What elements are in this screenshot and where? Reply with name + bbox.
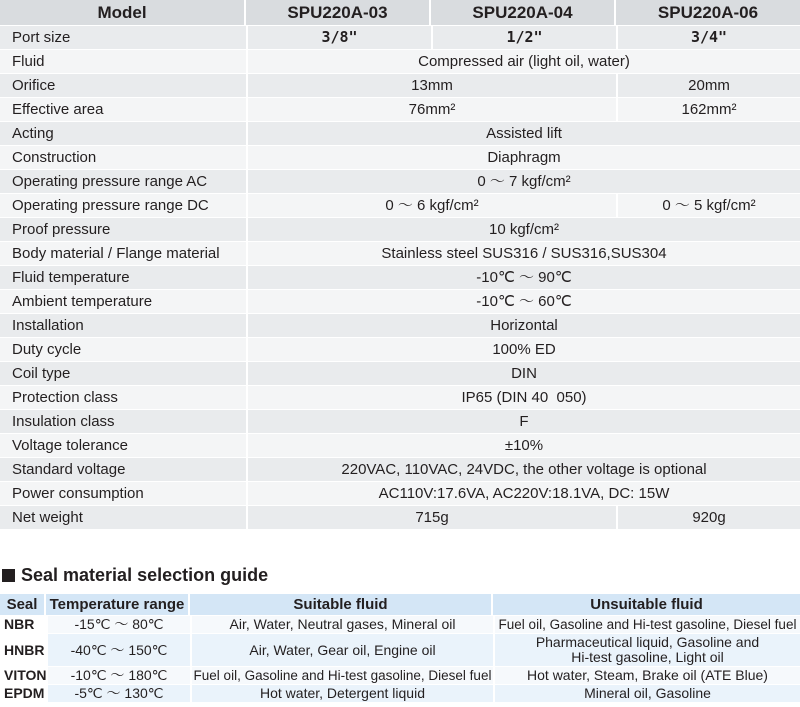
spec-value: 10 kgf/cm² (246, 218, 800, 242)
spec-value: Compressed air (light oil, water) (246, 50, 800, 74)
spec-row-net-weight (0, 506, 800, 530)
spec-row-pressure-ac (0, 170, 800, 194)
seal-row-hnbr (0, 634, 800, 667)
seal-temp: -10℃ ～ 180℃ (46, 667, 190, 685)
spec-value: 20mm (616, 74, 800, 98)
model-03-header: SPU220A-03 (246, 0, 431, 26)
seal-guide-title-text: Seal material selection guide (21, 565, 269, 585)
spec-value: ±10% (246, 434, 800, 458)
spec-label: Operating pressure range AC (0, 170, 246, 194)
spec-label: Power consumption (0, 482, 246, 506)
seal-row-viton (0, 667, 800, 685)
seal-header-row (0, 594, 800, 616)
spec-row-effective-area (0, 98, 800, 122)
spec-value: 0 ～ 6 kgf/cm² (246, 194, 616, 218)
seal-suitable: Hot water, Detergent liquid (190, 685, 493, 703)
spec-value: 76mm² (246, 98, 616, 122)
spec-row-construction (0, 146, 800, 170)
spec-value: -10℃ ～ 90℃ (246, 266, 800, 290)
spec-row-insulation-class (0, 410, 800, 434)
spec-value: F (246, 410, 800, 434)
spec-row-proof-pressure (0, 218, 800, 242)
spec-label: Orifice (0, 74, 246, 98)
seal-row-nbr (0, 616, 800, 634)
seal-temp: -5℃ ～ 130℃ (46, 685, 190, 703)
spec-label: Port size (0, 26, 246, 50)
seal-unsuitable: Mineral oil, Gasoline (493, 685, 800, 703)
spec-row-power-consumption (0, 482, 800, 506)
seal-suitable: Air, Water, Gear oil, Engine oil (190, 634, 493, 667)
port-size-04: 1/2" (431, 26, 616, 50)
model-06-header: SPU220A-06 (616, 0, 800, 26)
spec-value: 0 ～ 5 kgf/cm² (616, 194, 800, 218)
unsuitable-fluid-header: Unsuitable fluid (493, 594, 800, 616)
port-size-03: 3/8" (246, 26, 431, 50)
spec-value: Assisted lift (246, 122, 800, 146)
spec-label: Acting (0, 122, 246, 146)
seal-name: NBR (0, 616, 46, 634)
spec-row-pressure-dc (0, 194, 800, 218)
spec-row-duty-cycle (0, 338, 800, 362)
seal-row-epdm (0, 685, 800, 703)
spec-label: Net weight (0, 506, 246, 530)
spec-value: IP65 (DIN 40 050) (246, 386, 800, 410)
seal-suitable: Air, Water, Neutral gases, Mineral oil (190, 616, 493, 634)
model-header: Model (0, 0, 246, 26)
spec-row-fluid-temperature (0, 266, 800, 290)
spec-row-orifice (0, 74, 800, 98)
seal-suitable: Fuel oil, Gasoline and Hi-test gasoline, Diesel fuel (190, 667, 493, 685)
seal-unsuitable: Fuel oil, Gasoline and Hi-test gasoline, Diesel fuel (493, 616, 800, 634)
spec-label: Installation (0, 314, 246, 338)
square-bullet-icon (2, 569, 15, 582)
spec-label: Ambient temperature (0, 290, 246, 314)
spec-label: Duty cycle (0, 338, 246, 362)
suitable-fluid-header: Suitable fluid (190, 594, 493, 616)
spec-label: Proof pressure (0, 218, 246, 242)
spec-label: Fluid temperature (0, 266, 246, 290)
seal-temp: -15℃ ～ 80℃ (46, 616, 190, 634)
spec-row-standard-voltage (0, 458, 800, 482)
spec-label: Voltage tolerance (0, 434, 246, 458)
spec-label: Operating pressure range DC (0, 194, 246, 218)
spec-label: Standard voltage (0, 458, 246, 482)
seal-unsuitable: Pharmaceutical liquid, Gasoline and Hi-test gasoline, Light oil (493, 634, 800, 667)
spec-value: 920g (616, 506, 800, 530)
model-04-header: SPU220A-04 (431, 0, 616, 26)
seal-material-table (0, 594, 800, 703)
spec-row-ambient-temperature (0, 290, 800, 314)
spec-value: Horizontal (246, 314, 800, 338)
spec-row-installation (0, 314, 800, 338)
spec-value: 715g (246, 506, 616, 530)
spec-value: 100% ED (246, 338, 800, 362)
spec-label: Protection class (0, 386, 246, 410)
temperature-range-header: Temperature range (46, 594, 190, 616)
spec-label: Fluid (0, 50, 246, 74)
spec-row-voltage-tolerance (0, 434, 800, 458)
seal-header: Seal (0, 594, 46, 616)
spec-label: Insulation class (0, 410, 246, 434)
spec-label: Coil type (0, 362, 246, 386)
spec-label: Body material / Flange material (0, 242, 246, 266)
spec-label: Construction (0, 146, 246, 170)
seal-guide-title (2, 563, 268, 587)
spec-value: 162mm² (616, 98, 800, 122)
spec-value: Stainless steel SUS316 / SUS316,SUS304 (246, 242, 800, 266)
spec-row-protection-class (0, 386, 800, 410)
spec-label: Effective area (0, 98, 246, 122)
spec-header-row (0, 0, 800, 26)
port-size-06: 3/4" (616, 26, 800, 50)
spec-value: Diaphragm (246, 146, 800, 170)
spec-row-body-material (0, 242, 800, 266)
seal-name: HNBR (0, 634, 46, 667)
spec-row-port-size (0, 26, 800, 50)
spec-row-acting (0, 122, 800, 146)
spec-value: DIN (246, 362, 800, 386)
seal-name: EPDM (0, 685, 46, 703)
spec-value: 0 ～ 7 kgf/cm² (246, 170, 800, 194)
spec-value: 220VAC, 110VAC, 24VDC, the other voltage is optional (246, 458, 800, 482)
spec-value: -10℃ ～ 60℃ (246, 290, 800, 314)
seal-unsuitable: Hot water, Steam, Brake oil (ATE Blue) (493, 667, 800, 685)
spec-value: 13mm (246, 74, 616, 98)
spec-value: AC110V:17.6VA, AC220V:18.1VA, DC: 15W (246, 482, 800, 506)
spec-row-fluid (0, 50, 800, 74)
seal-temp: -40℃ ～ 150℃ (46, 634, 190, 667)
seal-name: VITON (0, 667, 46, 685)
spec-row-coil-type (0, 362, 800, 386)
